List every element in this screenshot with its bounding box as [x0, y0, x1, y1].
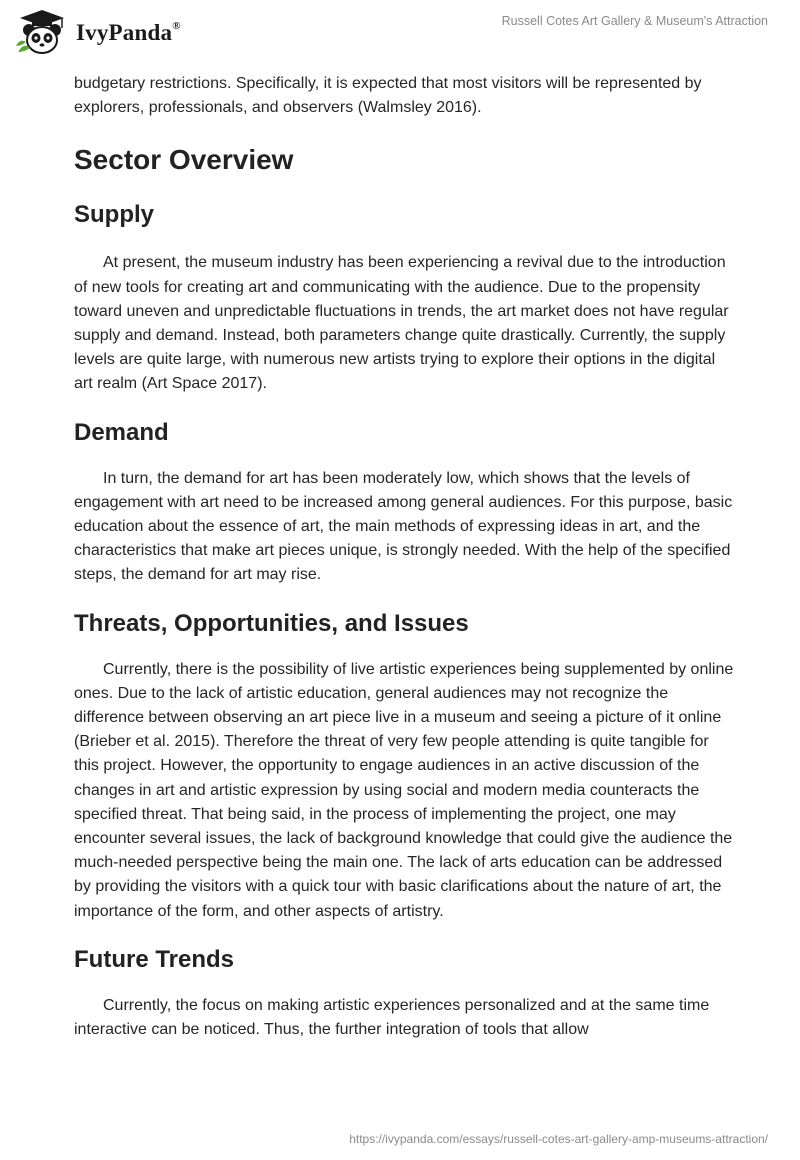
heading-threats-opportunities-issues: Threats, Opportunities, and Issues	[74, 609, 469, 637]
essay-content	[74, 72, 734, 1042]
threats-paragraph: Currently, there is the possibility of live artistic experiences being supplemented by online ones. Due to the lack of artistic education, general audiences may not recognize the difference between observing an art piece live in a museum and seeing a picture of it online (Brieber et al. 2015). Therefore the threat of very few people attending is quite tangible for this project. However, the opportunity to engage audiences in an active discussion of the changes in art and artistic expression by using social and modern media counteracts the specified threat. That being said, in the process of implementing the project, one may encounter several issues, the lack of background knowledge that could give the audience the much-needed perspective being the main one. The lack of arts education can be addressed by providing the visitors with a quick tour with basic clarifications about the nature of art, the importance of the form, and other aspects of artistry.	[74, 660, 734, 920]
footer-source-url[interactable]: https://ivypanda.com/essays/russell-cotes-art-gallery-amp-museums-attraction/	[349, 1132, 768, 1146]
logo-wordmark: IvyPanda®	[76, 20, 181, 45]
supply-paragraph: At present, the museum industry has been experiencing a revival due to the introduction of new tools for creating art and communicating with the audience. Due to the propensity toward uneven and unpredictable fluctuations in trends, the art market does not have regular supply and demand. Instead, both parameters change quite drastically. Currently, the supply levels are quite large, with numerous new artists trying to explore their options in the digital art realm (Art Space 2017).	[74, 254, 729, 393]
document-title: Russell Cotes Art Gallery & Museum's Attraction	[501, 14, 768, 28]
heading-demand: Demand	[74, 418, 169, 446]
panda-graduate-icon	[14, 8, 70, 58]
section-title-sector-overview: Sector Overview	[74, 144, 294, 176]
demand-paragraph: In turn, the demand for art has been moderately low, which shows that the levels of engagement with art need to be increased among general audiences. For this purpose, basic education about the essence of art, the main methods of expressing ideas in art, and the characteristics that make art pieces unique, is strongly needed. With the help of the specified steps, the demand for art may rise.	[74, 469, 733, 584]
trends-paragraph: Currently, the focus on making artistic experiences personalized and at the same time interactive can be noticed. Thus, the further integration of tools that allow	[74, 996, 710, 1039]
heading-future-trends: Future Trends	[74, 945, 235, 973]
page-header	[0, 0, 800, 64]
heading-supply: Supply	[74, 201, 155, 229]
intro-paragraph: budgetary restrictions. Specifically, it is expected that most visitors will be represented by explorers, professionals, and observers (Walmsley 2016).	[74, 75, 702, 117]
ivypanda-logo[interactable]	[14, 8, 184, 58]
